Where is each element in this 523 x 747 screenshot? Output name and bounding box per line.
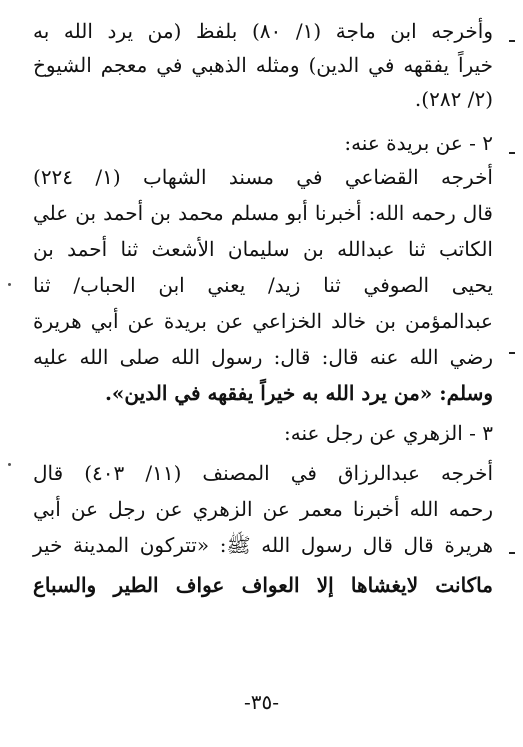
text-line-10: رضي الله عنه قال: قال: رسول الله صلى الله عليه	[33, 345, 493, 369]
scan-speck	[8, 283, 11, 286]
text-line-6: قال رحمه الله: أخبرنا أبو مسلم محمد بن أحمد بن علي	[33, 201, 493, 225]
margin-mark	[509, 552, 515, 554]
text-line-7: الكاتب ثنا عبدالله بن سليمان الأشعث ثنا أحمد بن	[33, 237, 493, 261]
margin-mark	[509, 152, 515, 154]
text-line-14: رحمه الله أخبرنا معمر عن الزهري عن رجل عن أبي	[33, 497, 493, 521]
text-line-15: هريرة قال قال رسول الله ﷺ: «تتركون المدينة خير	[33, 533, 493, 557]
text-line-3: (٢/ ٢٨٢).	[414, 87, 493, 111]
text-line-8: يحيى الصوفي ثنا زيد/ يعني ابن الحباب/ ثنا	[33, 273, 493, 297]
section-heading-3: ٣ - الزهري عن رجل عنه:	[284, 421, 493, 445]
page-number: -٣٥-	[243, 690, 279, 714]
section-heading-2: ٢ - عن بريدة عنه:	[344, 131, 493, 155]
text-line-5: أخرجه القضاعي في مسند الشهاب (١/ ٢٢٤)	[33, 165, 493, 189]
hadith-quote-line: وسلم: «من يرد الله به خيراً يفقهه في الدين».	[104, 381, 493, 405]
text-line-9: عبدالمؤمن بن خالد الخزاعي عن بريدة عن أبي هريرة	[33, 309, 493, 333]
scan-speck	[8, 463, 11, 466]
text-line-16: ماكانت لايغشاها إلا العواف عواف الطير والسباع	[33, 573, 493, 597]
margin-mark	[509, 352, 515, 354]
text-line-2: خيراً يفقهه في الدين) ومثله الذهبي في معجم الشيوخ	[33, 53, 493, 77]
text-line-1: وأخرجه ابن ماجة (١/ ٨٠) بلفظ (من يرد الله به	[33, 19, 493, 43]
margin-mark	[509, 40, 515, 42]
text-line-13: أخرجه عبدالرزاق في المصنف (١١/ ٤٠٣) قال	[33, 461, 493, 485]
